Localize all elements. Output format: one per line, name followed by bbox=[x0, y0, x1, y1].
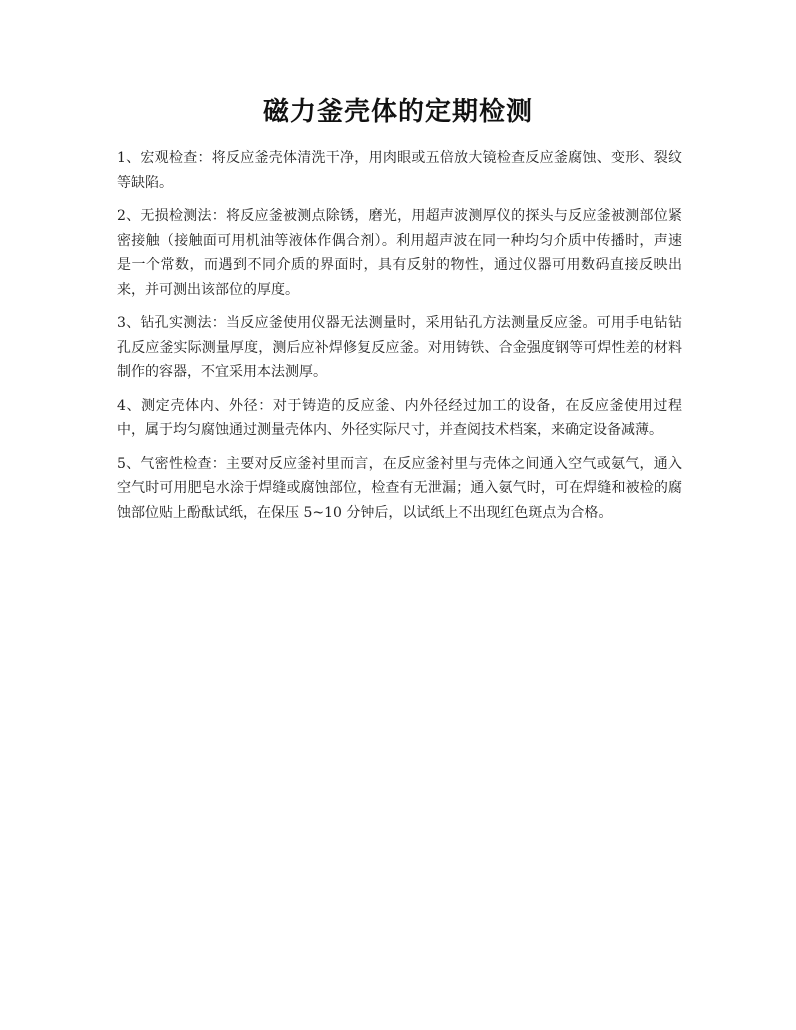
document-body bbox=[117, 146, 682, 534]
paragraph-drilling-measurement: 3、钻孔实测法：当反应釜使用仪器无法测量时，采用钻孔方法测量反应釜。可用手电钻钻孔反应釜实际测量厚度，测后应补焊修复反应釜。对用铸铁、合金强度钢等可焊性差的材料制作的容器，不宜采用本法测厚。 bbox=[117, 315, 682, 380]
paragraph-macro-inspection: 1、宏观检查：将反应釜壳体清洗干净，用肉眼或五倍放大镜检查反应釜腐蚀、变形、裂纹等缺陷。 bbox=[117, 150, 682, 191]
paragraph-nondestructive-testing: 2、无损检测法：将反应釜被测点除锈，磨光，用超声波测厚仪的探头与反应釜被测部位紧密接触（接触面可用机油等液体作偶合剂）。利用超声波在同一种均匀介质中传播时，声速是一个常数，而遇到不同介质的界面时，具有反射的物性，通过仪器可用数码直接反映出来，并可测出该部位的厚度。 bbox=[117, 208, 682, 298]
paragraph-diameter-measurement: 4、测定壳体内、外径：对于铸造的反应釜、内外径经过加工的设备，在反应釜使用过程中，属于均匀腐蚀通过测量壳体内、外径实际尺寸，并查阅技术档案，来确定设备减薄。 bbox=[117, 397, 682, 438]
document-title: 磁力釜壳体的定期检测 bbox=[262, 97, 533, 127]
paragraph-airtightness-check: 5、气密性检查：主要对反应釜衬里而言，在反应釜衬里与壳体之间通入空气或氨气，通入空气时可用肥皂水涂于焊缝或腐蚀部位，检查有无泄漏；通入氨气时，可在焊缝和被检的腐蚀部位贴上酚酞试纸，在保压 5~10 分钟后，以试纸上不出现红色斑点为合格。 bbox=[117, 455, 682, 521]
